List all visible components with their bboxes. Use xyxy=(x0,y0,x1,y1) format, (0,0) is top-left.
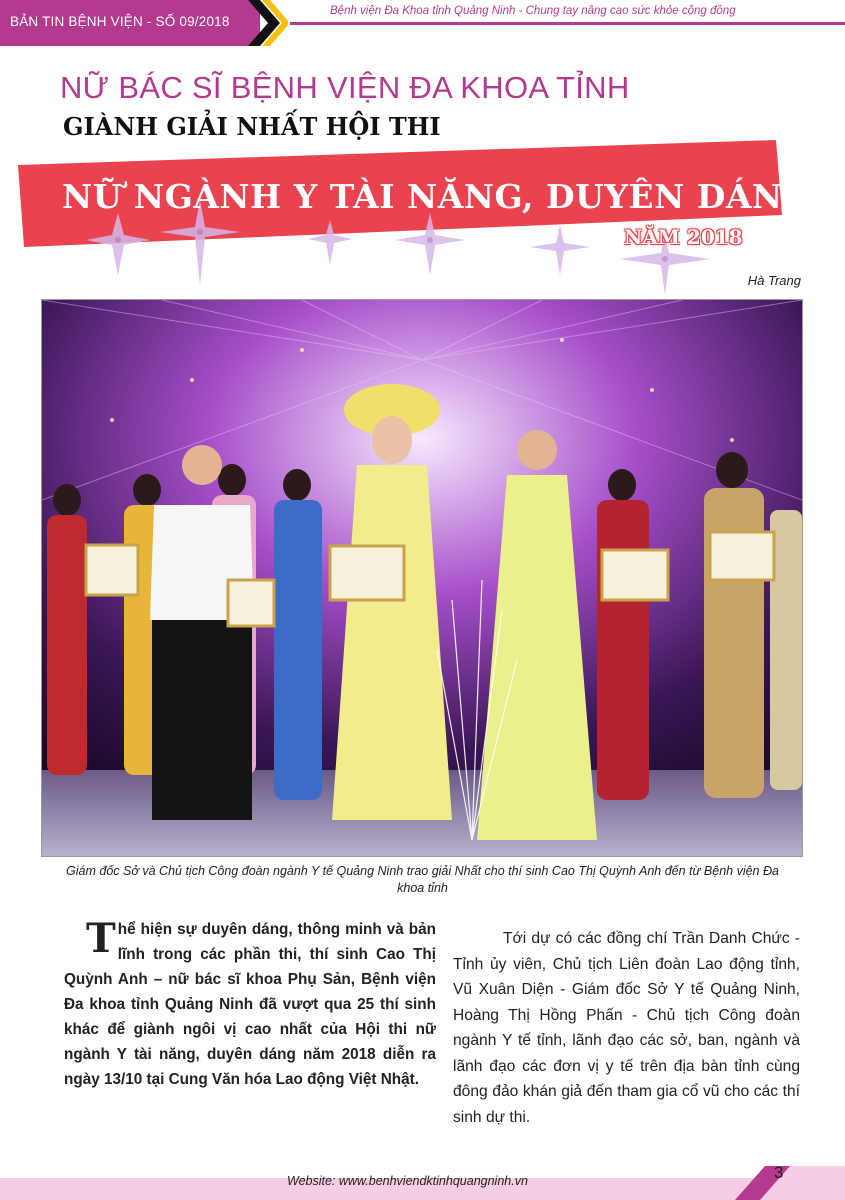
article-title-line2: GIÀNH GIẢI NHẤT HỘI THI xyxy=(63,112,441,141)
drop-cap: T xyxy=(86,915,116,962)
lead-paragraph-column xyxy=(64,917,436,1092)
author-byline: Hà Trang xyxy=(747,273,801,288)
lead-paragraph: hể hiện sự duyên dáng, thông minh và bản lĩnh trong các phần thi, thí sinh Cao Thị Quỳnh Anh – nữ bác sĩ khoa Phụ Sản, Bệnh viện Đa khoa tỉnh Quảng Ninh đã vượt qua 25 thí sinh khác để giành ngôi vị cao nhất của Hội thi nữ ngành Y tài năng, duyên dáng năm 2018 diễn ra ngày 13/10 tại Cung Văn hóa Lao động Việt Nhật. xyxy=(64,921,436,1088)
article-title-year: NĂM 2018 xyxy=(624,225,743,249)
title-banner xyxy=(0,135,845,305)
header-tagline: Bệnh viện Đa Khoa tỉnh Quảng Ninh - Chung tay nâng cao sức khỏe cộng đồng xyxy=(330,5,736,17)
article-title-line3: NỮ NGÀNH Y TÀI NĂNG, DUYÊN DÁNG xyxy=(62,177,812,216)
photo-caption: Giám đốc Sở và Chủ tịch Công đoàn ngành Y tế Quảng Ninh trao giải Nhất cho thí sinh Cao Thị Quỳnh Anh đến từ Bệnh viện Đa khoa tỉnh xyxy=(66,864,779,895)
header-rule xyxy=(290,22,845,25)
award-ceremony-photo xyxy=(42,300,802,856)
second-paragraph: Tới dự có các đồng chí Trần Danh Chức - Tỉnh ủy viên, Chủ tịch Liên đoàn Lao động tỉnh, Vũ Xuân Diện - Giám đốc Sở Y tế Quảng Ninh, Hoàng Thị Hồng Phấn - Chủ tịch Công đoàn ngành Y tế tỉnh, lãnh đạo các sở, ban, ngành và lãnh đạo các đơn vị y tế trên địa bàn tỉnh cùng đông đảo khán giả đến tham gia cổ vũ cho các thí sinh dự thi. xyxy=(453,930,800,1126)
article-title-line1: NỮ BÁC SĨ BỆNH VIỆN ĐA KHOA TỈNH xyxy=(60,70,630,105)
page-number: 3 xyxy=(774,1163,784,1182)
newsletter-title: BẢN TIN BỆNH VIỆN - SỐ 09/2018 xyxy=(10,14,230,29)
header-chevron xyxy=(248,0,288,46)
footer-website: Website: www.benhviendktinhquangninh.vn xyxy=(287,1174,528,1188)
